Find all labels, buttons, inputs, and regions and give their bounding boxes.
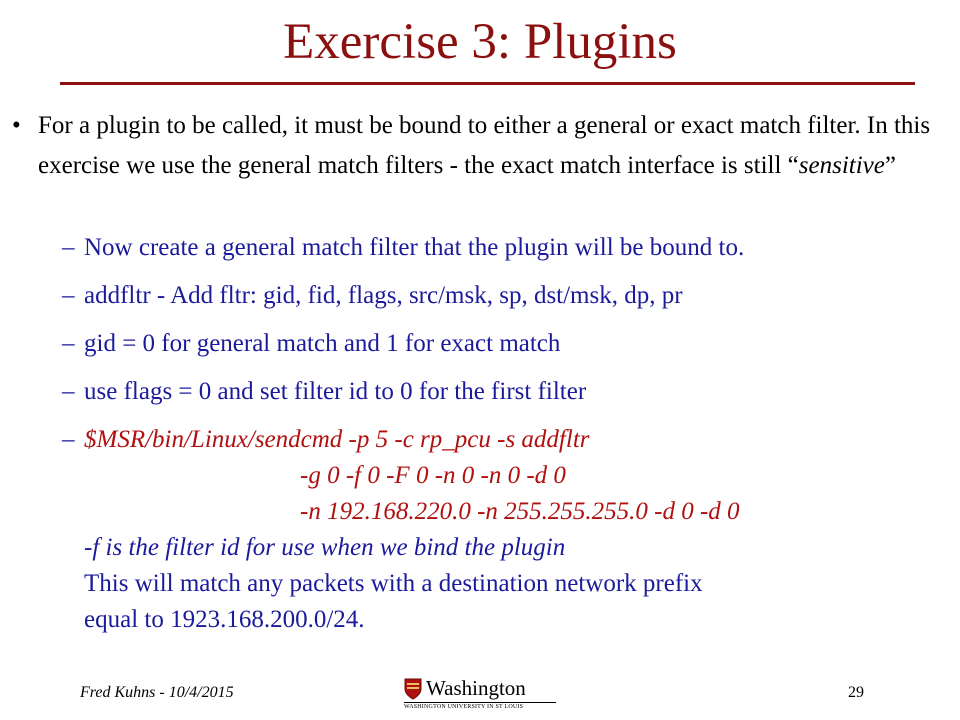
command-line-3: -n 192.168.220.0 -n 255.255.255.0 -d 0 -d 0: [300, 498, 740, 525]
slide-title: Exercise 3: Plugins: [283, 14, 677, 70]
dash-icon: –: [62, 330, 75, 357]
sub-bullet-addfltr: [62, 276, 942, 316]
sub-bullet-text: Now create a general match filter that the plugin will be bound to.: [84, 234, 745, 261]
sub-bullet-flags: [62, 372, 942, 412]
sub-bullet-gid: [62, 324, 942, 364]
dash-icon: –: [62, 426, 75, 453]
logo-subtitle: WASHINGTON UNIVERSITY IN ST LOUIS: [404, 702, 556, 710]
command-line-2: -g 0 -f 0 -F 0 -n 0 -n 0 -d 0: [300, 462, 566, 489]
main-bullet-italic: sensitive: [798, 152, 885, 179]
shield-icon: [404, 678, 422, 700]
university-logo: [404, 676, 556, 712]
main-bullet-text-start: For a plugin to be called, it must be bound to either a general or exact match filter. In this exercise we use the general match filters - the exact match interface is still “: [38, 112, 931, 179]
main-bullet-text-end: ”: [884, 152, 896, 179]
sub-bullet-command: [62, 420, 942, 460]
dash-icon: –: [62, 282, 75, 309]
note-line-3: equal to 1923.168.200.0/24.: [84, 606, 365, 633]
note-line-1: -f is the filter id for use when we bind the plugin: [84, 534, 566, 561]
dash-icon: –: [62, 378, 75, 405]
command-line-1: $MSR/bin/Linux/sendcmd -p 5 -c rp_pcu -s addfltr: [84, 426, 590, 453]
main-bullet-text: [38, 106, 953, 186]
sub-bullet-text: use flags = 0 and set filter id to 0 for the first filter: [84, 378, 587, 405]
footer-author: Fred Kuhns - 10/4/2015: [80, 684, 234, 701]
sub-bullet-text: gid = 0 for general match and 1 for exact match: [84, 330, 561, 357]
dash-icon: –: [62, 234, 75, 261]
page-number: 29: [848, 684, 864, 701]
note-line-2: This will match any packets with a destination network prefix: [84, 570, 703, 597]
title-underline: [60, 82, 915, 85]
sub-bullet-text: addfltr - Add fltr: gid, fid, flags, src/msk, sp, dst/msk, dp, pr: [84, 282, 683, 309]
sub-bullet-create-filter: [62, 228, 942, 268]
logo-name: Washington: [426, 676, 526, 700]
bullet-dot-icon: •: [12, 112, 21, 139]
